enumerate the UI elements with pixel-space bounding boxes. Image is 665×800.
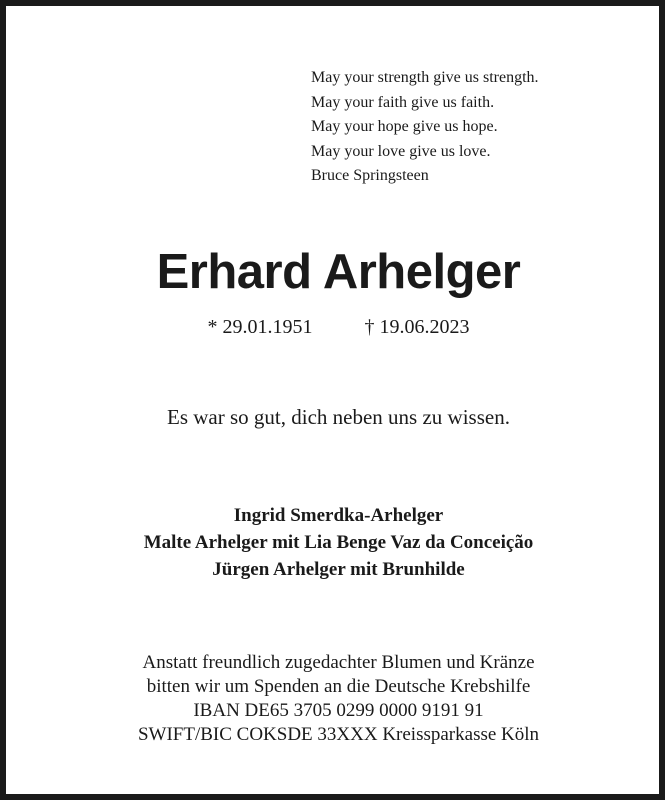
donation-line: Anstatt freundlich zugedachter Blumen und Kränze (142, 652, 535, 673)
deceased-name: Erhard Arhelger (156, 245, 521, 299)
motto-text: Es war so gut, dich neben uns zu wissen. (167, 405, 510, 429)
quote-line: May your hope give us hope. (311, 118, 498, 135)
donation-iban: IBAN DE65 3705 0299 0000 9191 91 (193, 700, 484, 721)
mourner-name: Malte Arhelger mit Lia Benge Vaz da Conceição (143, 532, 534, 553)
quote-line: May your love give us love. (311, 142, 491, 160)
mourner-name: Ingrid Smerdka-Arhelger (233, 505, 444, 526)
mourner-name: Jürgen Arhelger mit Brunhilde (212, 559, 465, 580)
birth-date: * 29.01.1951 (207, 316, 313, 338)
quote-author: Bruce Springsteen (311, 167, 429, 184)
death-date: † 19.06.2023 (364, 316, 470, 338)
life-dates (6, 316, 665, 339)
quote-block (311, 66, 539, 189)
mourners-list (6, 502, 665, 583)
quote-line: May your strength give us strength. (311, 69, 539, 86)
donation-notice (6, 651, 665, 747)
quote-line: May your faith give us faith. (311, 93, 495, 111)
donation-line: bitten wir um Spenden an die Deutsche Krebshilfe (146, 676, 531, 697)
donation-bic: SWIFT/BIC COKSDE 33XXX Kreissparkasse Köln (137, 724, 540, 745)
